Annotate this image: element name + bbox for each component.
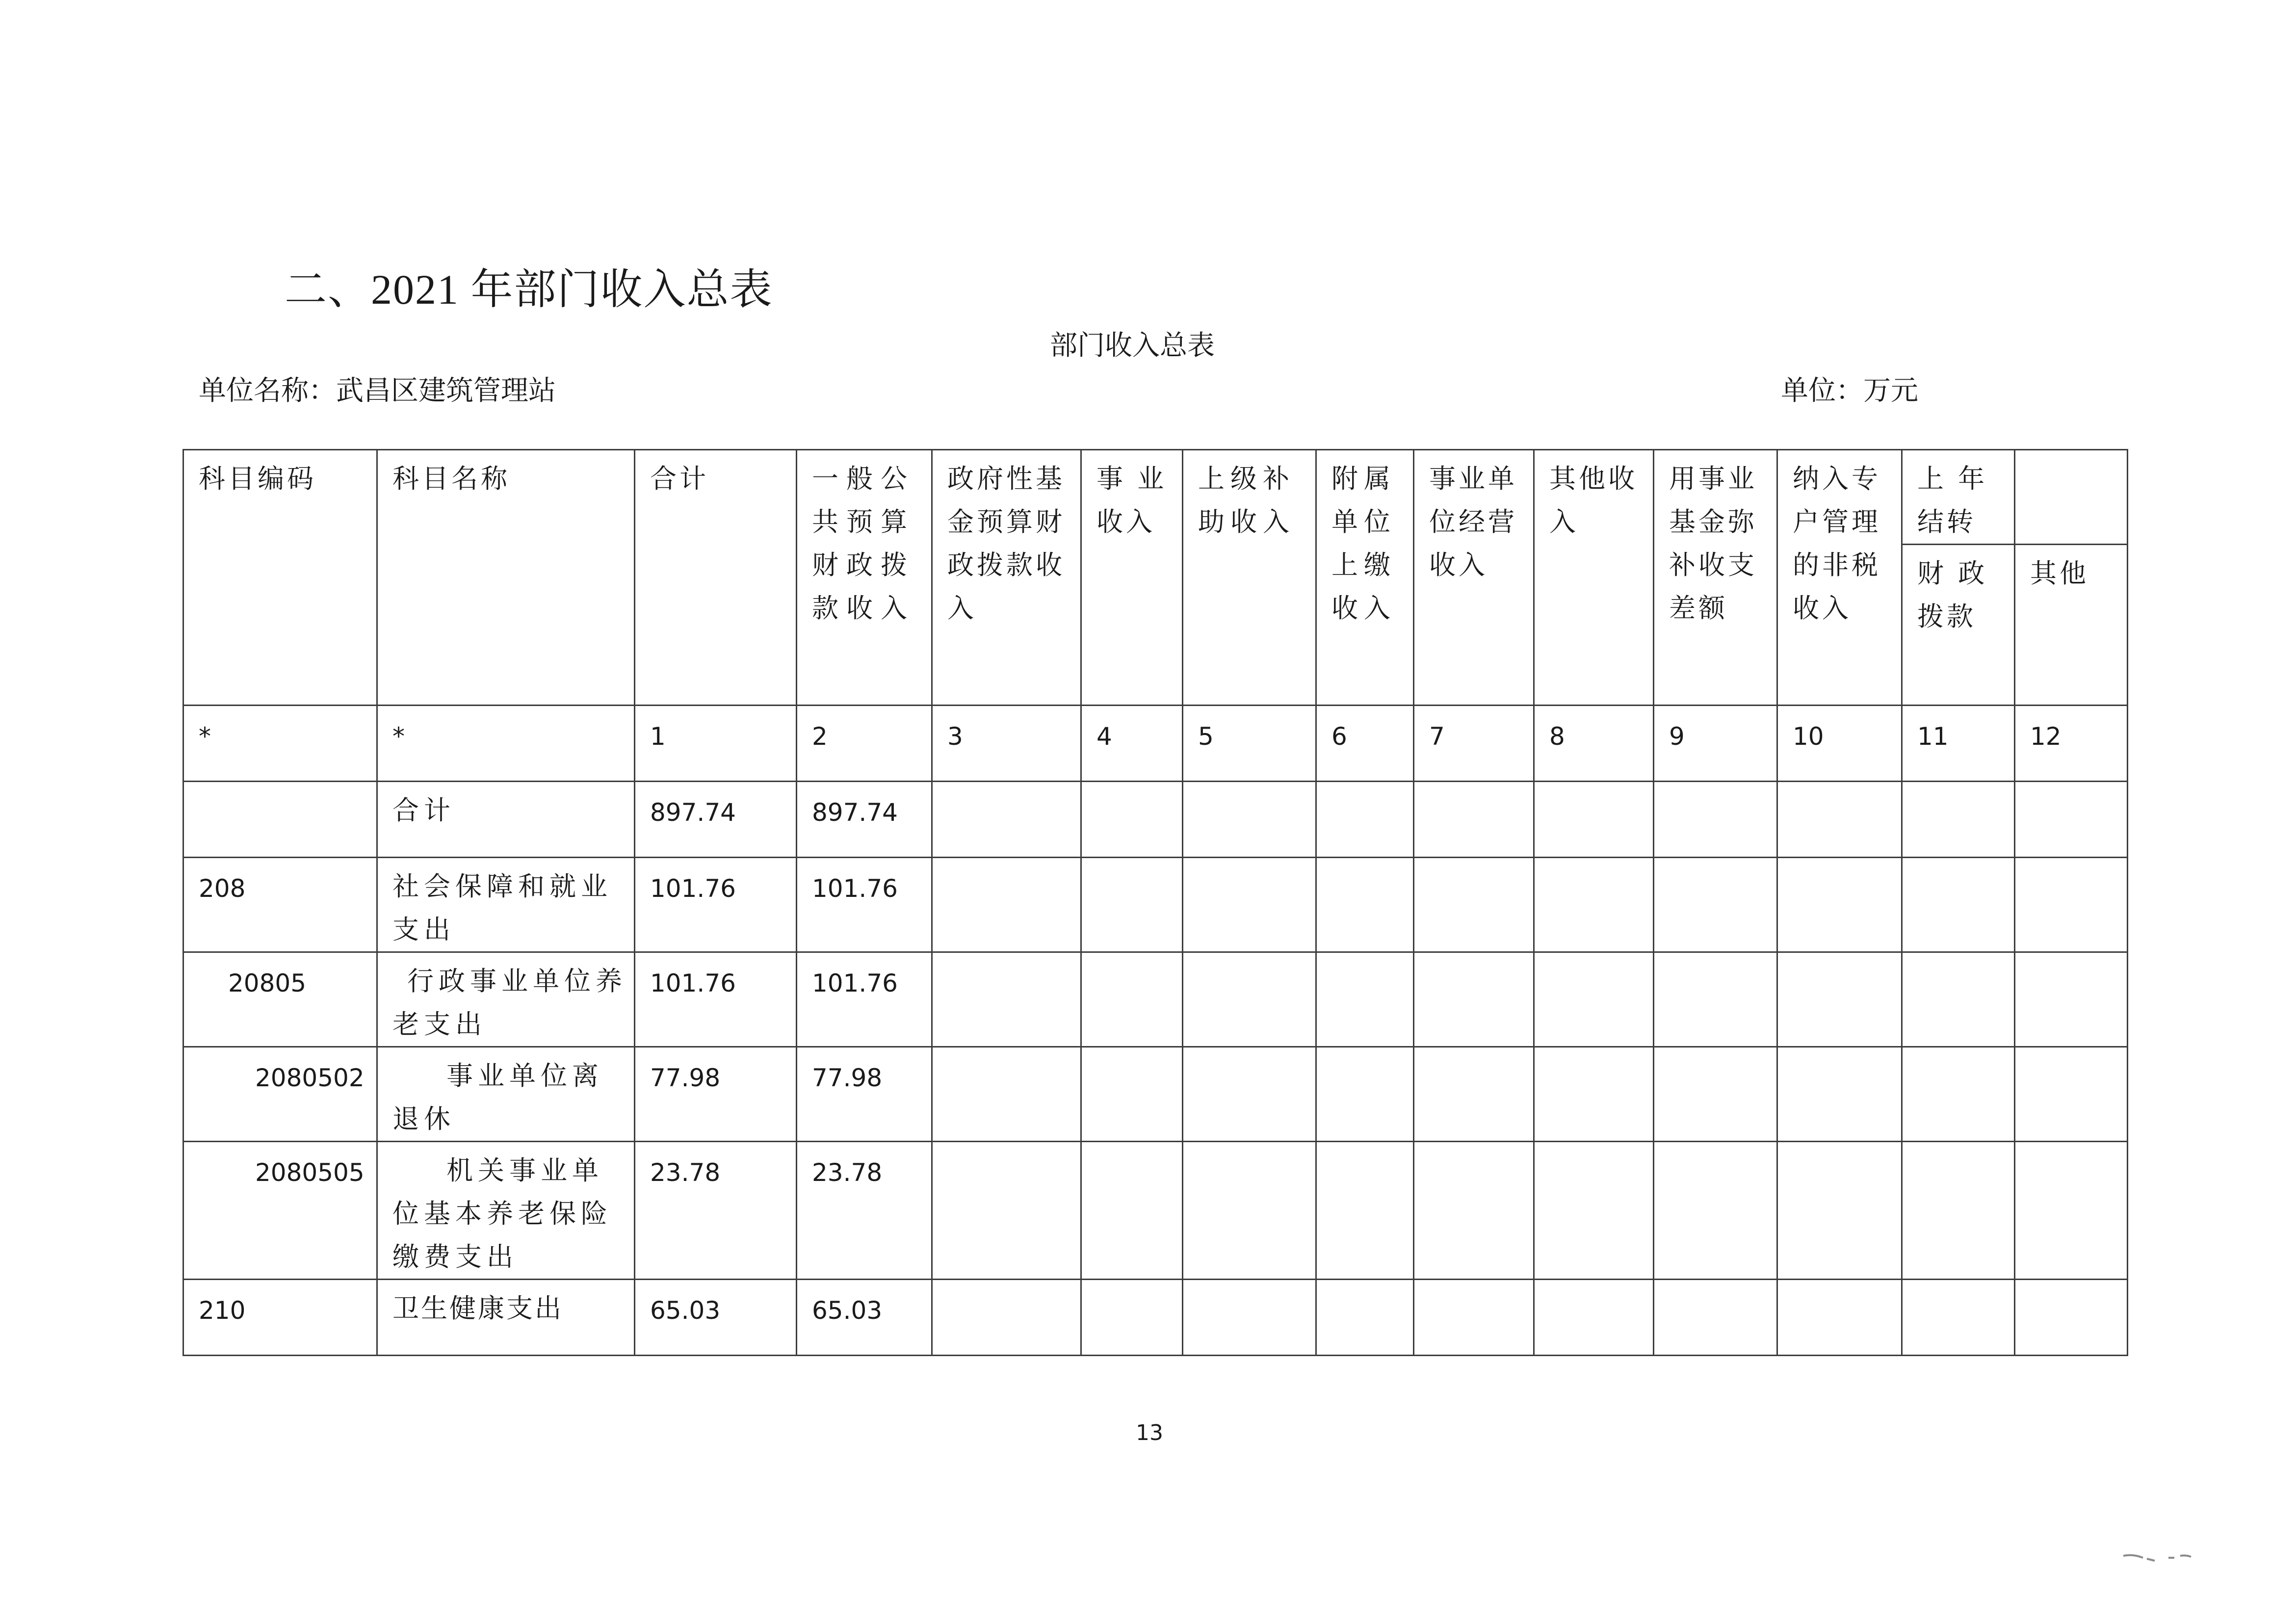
header-subject-code: 科目编码 bbox=[183, 450, 377, 706]
empty-cell bbox=[932, 1047, 1081, 1142]
empty-cell bbox=[1414, 1280, 1534, 1356]
index-cell: 8 bbox=[1534, 706, 1654, 782]
total-cell: 65.03 bbox=[635, 1280, 797, 1356]
empty-cell bbox=[1414, 952, 1534, 1047]
index-cell: 1 bbox=[635, 706, 797, 782]
subject-code-cell bbox=[183, 782, 377, 858]
header-carryover: 上 年结转 bbox=[1902, 450, 2015, 545]
table-row-total bbox=[183, 782, 2128, 858]
empty-cell bbox=[1777, 1280, 1902, 1356]
empty-cell bbox=[1316, 858, 1414, 952]
empty-cell bbox=[1081, 1047, 1183, 1142]
subject-name-cell: 机关事业单位基本养老保险缴费支出 bbox=[377, 1142, 635, 1280]
header-total: 合计 bbox=[635, 450, 797, 706]
header-operating-income: 事业单位经营收入 bbox=[1414, 450, 1534, 706]
index-cell: * bbox=[377, 706, 635, 782]
empty-cell bbox=[1534, 858, 1654, 952]
empty-cell bbox=[1777, 858, 1902, 952]
empty-cell bbox=[1316, 782, 1414, 858]
empty-cell bbox=[932, 1280, 1081, 1356]
empty-cell bbox=[1414, 782, 1534, 858]
empty-cell bbox=[1081, 1280, 1183, 1356]
empty-cell bbox=[932, 858, 1081, 952]
empty-cell bbox=[1654, 782, 1777, 858]
empty-cell bbox=[1654, 952, 1777, 1047]
empty-cell bbox=[1414, 1047, 1534, 1142]
unit-name-label: 单位名称：武昌区建筑管理站 bbox=[199, 375, 556, 407]
empty-cell bbox=[1654, 1142, 1777, 1280]
index-cell: 11 bbox=[1902, 706, 2015, 782]
general-budget-cell: 23.78 bbox=[797, 1142, 932, 1280]
header-affiliated-unit: 附属单位上缴收入 bbox=[1316, 450, 1414, 706]
subject-code-cell: 208 bbox=[183, 858, 377, 952]
header-business-income: 事 业收入 bbox=[1081, 450, 1183, 706]
empty-cell bbox=[1902, 1142, 2015, 1280]
total-cell: 77.98 bbox=[635, 1047, 797, 1142]
empty-cell bbox=[1777, 1142, 1902, 1280]
index-cell: 7 bbox=[1414, 706, 1534, 782]
empty-cell bbox=[1183, 1142, 1316, 1280]
subject-code-cell: 20805 bbox=[183, 952, 377, 1047]
general-budget-cell: 897.74 bbox=[797, 782, 932, 858]
total-cell: 897.74 bbox=[635, 782, 797, 858]
empty-cell bbox=[1183, 1047, 1316, 1142]
table-row-210 bbox=[183, 1280, 2128, 1356]
index-cell: 6 bbox=[1316, 706, 1414, 782]
subject-name-cell: 行政事业单位养老支出 bbox=[377, 952, 635, 1047]
empty-cell bbox=[1902, 952, 2015, 1047]
empty-cell bbox=[2015, 858, 2128, 952]
income-summary-table bbox=[183, 449, 2128, 1356]
header-superior-subsidy: 上级补助收入 bbox=[1183, 450, 1316, 706]
index-cell: 4 bbox=[1081, 706, 1183, 782]
empty-cell bbox=[2015, 952, 2128, 1047]
table-row-2080505 bbox=[183, 1142, 2128, 1280]
index-cell: 2 bbox=[797, 706, 932, 782]
empty-cell bbox=[1534, 1280, 1654, 1356]
page-heading: 二、2021 年部门收入总表 bbox=[285, 266, 773, 313]
index-cell: 12 bbox=[2015, 706, 2128, 782]
total-cell: 101.76 bbox=[635, 858, 797, 952]
index-cell: 9 bbox=[1654, 706, 1777, 782]
empty-cell bbox=[1777, 782, 1902, 858]
table-row-2080502 bbox=[183, 1047, 2128, 1142]
header-general-budget: 一般公共预算财政拨款收入 bbox=[797, 450, 932, 706]
table-row-208 bbox=[183, 858, 2128, 952]
empty-cell bbox=[1414, 858, 1534, 952]
empty-cell bbox=[1534, 1142, 1654, 1280]
empty-cell bbox=[1316, 1047, 1414, 1142]
subject-name-cell: 社会保障和就业支出 bbox=[377, 858, 635, 952]
empty-cell bbox=[2015, 1280, 2128, 1356]
subject-code-cell: 2080505 bbox=[183, 1142, 377, 1280]
empty-cell bbox=[1902, 782, 2015, 858]
index-cell: 5 bbox=[1183, 706, 1316, 782]
subject-name-cell: 卫生健康支出 bbox=[377, 1280, 635, 1356]
empty-cell bbox=[1081, 1142, 1183, 1280]
index-cell: 10 bbox=[1777, 706, 1902, 782]
general-budget-cell: 101.76 bbox=[797, 952, 932, 1047]
empty-cell bbox=[1183, 858, 1316, 952]
general-budget-cell: 65.03 bbox=[797, 1280, 932, 1356]
header-other-income: 其他收入 bbox=[1534, 450, 1654, 706]
scan-artifact bbox=[2123, 1553, 2192, 1564]
empty-cell bbox=[932, 1142, 1081, 1280]
empty-cell bbox=[1316, 1280, 1414, 1356]
empty-cell bbox=[1777, 1047, 1902, 1142]
header-non-tax-income: 纳入专户管理的非税收入 bbox=[1777, 450, 1902, 706]
header-carryover-blank bbox=[2015, 450, 2128, 545]
subject-name-cell: 合计 bbox=[377, 782, 635, 858]
empty-cell bbox=[1081, 782, 1183, 858]
empty-cell bbox=[1534, 952, 1654, 1047]
empty-cell bbox=[1316, 1142, 1414, 1280]
header-gov-fund: 政府性基金预算财政拨款收入 bbox=[932, 450, 1081, 706]
page-number: 13 bbox=[1136, 1420, 1163, 1445]
table-row-20805 bbox=[183, 952, 2128, 1047]
empty-cell bbox=[1183, 782, 1316, 858]
header-subject-name: 科目名称 bbox=[377, 450, 635, 706]
empty-cell bbox=[1902, 858, 2015, 952]
empty-cell bbox=[1654, 1280, 1777, 1356]
column-index-row bbox=[183, 706, 2128, 782]
subject-code-cell: 210 bbox=[183, 1280, 377, 1356]
total-cell: 101.76 bbox=[635, 952, 797, 1047]
empty-cell bbox=[1534, 782, 1654, 858]
empty-cell bbox=[1081, 952, 1183, 1047]
header-fund-balance: 用事业基金弥补收支差额 bbox=[1654, 450, 1777, 706]
table-title: 部门收入总表 bbox=[1050, 330, 1215, 362]
empty-cell bbox=[2015, 782, 2128, 858]
currency-unit-label: 单位：万元 bbox=[1781, 375, 1918, 407]
header-carryover-fiscal: 财 政拨款 bbox=[1902, 545, 2015, 706]
empty-cell bbox=[1654, 1047, 1777, 1142]
empty-cell bbox=[1316, 952, 1414, 1047]
empty-cell bbox=[1534, 1047, 1654, 1142]
empty-cell bbox=[1414, 1142, 1534, 1280]
empty-cell bbox=[1654, 858, 1777, 952]
empty-cell bbox=[932, 782, 1081, 858]
general-budget-cell: 77.98 bbox=[797, 1047, 932, 1142]
empty-cell bbox=[2015, 1142, 2128, 1280]
empty-cell bbox=[1902, 1280, 2015, 1356]
empty-cell bbox=[1777, 952, 1902, 1047]
subject-code-cell: 2080502 bbox=[183, 1047, 377, 1142]
subject-name-cell: 事业单位离退休 bbox=[377, 1047, 635, 1142]
empty-cell bbox=[1902, 1047, 2015, 1142]
empty-cell bbox=[932, 952, 1081, 1047]
empty-cell bbox=[1081, 858, 1183, 952]
empty-cell bbox=[2015, 1047, 2128, 1142]
empty-cell bbox=[1183, 952, 1316, 1047]
empty-cell bbox=[1183, 1280, 1316, 1356]
general-budget-cell: 101.76 bbox=[797, 858, 932, 952]
total-cell: 23.78 bbox=[635, 1142, 797, 1280]
index-cell: 3 bbox=[932, 706, 1081, 782]
index-cell: * bbox=[183, 706, 377, 782]
header-carryover-other: 其他 bbox=[2015, 545, 2128, 706]
